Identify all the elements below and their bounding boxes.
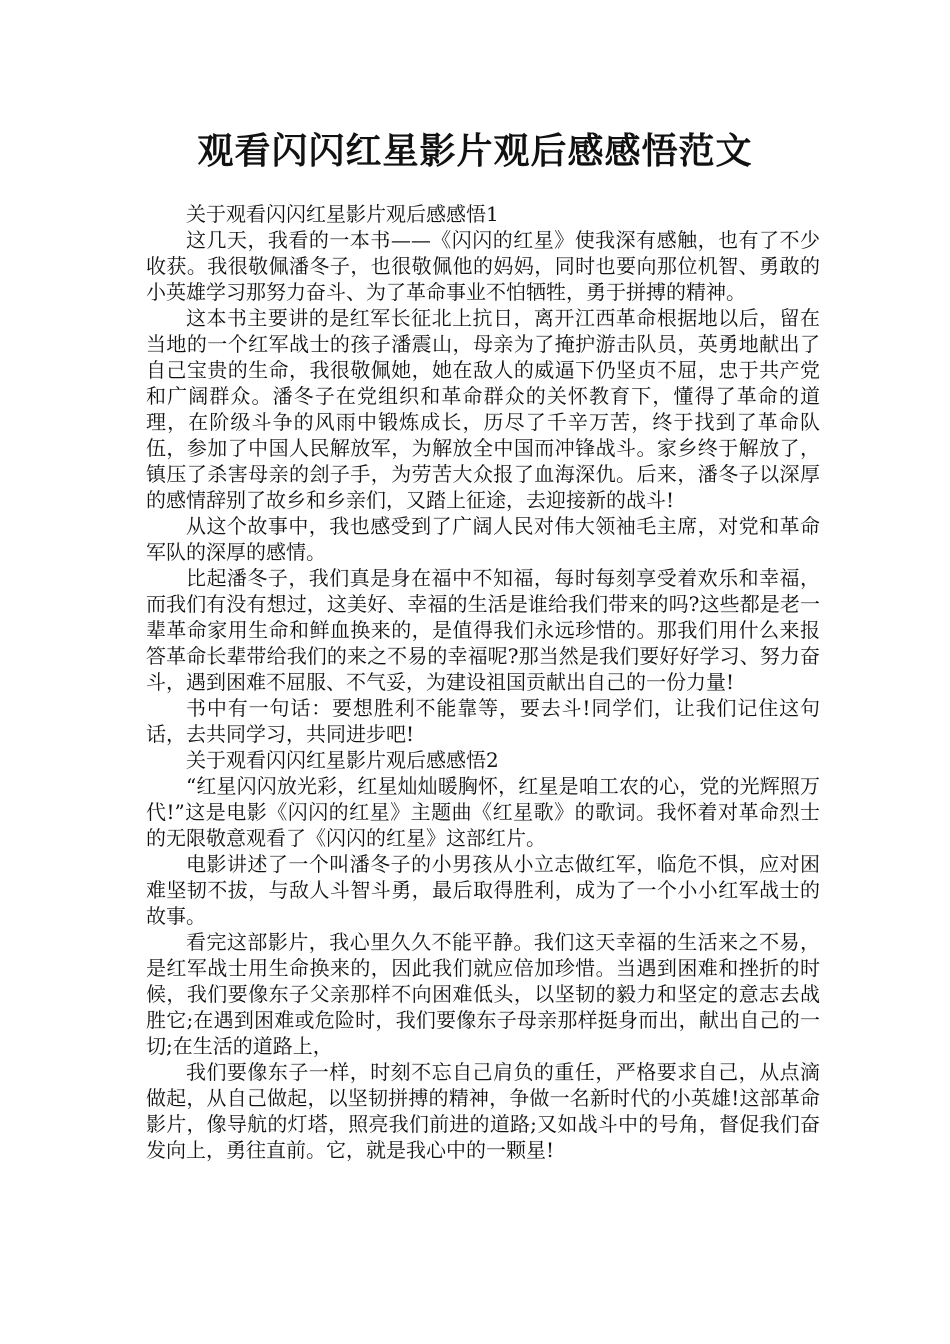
paragraph: 我们要像东子一样，时刻不忘自己肩负的重任，严格要求自己，从点滴做起，从自己做起，以坚韧拼搏的精神，争做一名新时代的小英雄!这部革命影片，像导航的灯塔，照亮我们前进的道路;又如战斗中的号角，督促我们奋发向上，勇往直前。它，就是我心中的一颗星!	[146, 1060, 820, 1162]
section-heading-1: 关于观看闪闪红星影片观后感感悟1	[186, 202, 499, 226]
paragraph: 电影讲述了一个叫潘冬子的小男孩从小立志做红军，临危不惧，应对困难坚韧不拔，与敌人斗智斗勇，最后取得胜利，成为了一个小小红军战士的故事。	[146, 852, 820, 928]
section-heading-2: 关于观看闪闪红星影片观后感感悟2	[186, 748, 499, 772]
paragraph: 比起潘冬子，我们真是身在福中不知福，每时每刻享受着欢乐和幸福，而我们有没有想过，这美好、幸福的生活是谁给我们带来的吗?这些都是老一辈革命家用生命和鲜血换来的，是值得我们永远珍惜的。那我们用什么来报答革命长辈带给我们的来之不易的幸福呢?那当然是我们要好好学习、努力奋斗，遇到困难不屈服、不气妥，为建设祖国贡献出自己的一份力量!	[146, 566, 820, 694]
paragraph: 书中有一句话：要想胜利不能靠等，要去斗!同学们，让我们记住这句话，去共同学习，共同进步吧!	[146, 696, 820, 746]
paragraph: 这几天，我看的一本书——《闪闪的红星》使我深有感触，也有了不少收获。我很敬佩潘冬子，也很敬佩他的妈妈，同时也要向那位机智、勇敢的小英雄学习那努力奋斗、为了革命事业不怕牺牲，勇于拼搏的精神。	[146, 228, 820, 304]
paragraph: 这本书主要讲的是红军长征北上抗日，离开江西革命根据地以后，留在当地的一个红军战士的孩子潘震山，母亲为了掩护游击队员，英勇地献出了自己宝贵的生命，我很敬佩她，她在敌人的威逼下仍坚贞不屈，忠于共产党和广阔群众。潘冬子在党组织和革命群众的关怀教育下，懂得了革命的道理，在阶级斗争的风雨中锻炼成长，历尽了千辛万苦，终于找到了革命队伍，参加了中国人民解放军，为解放全中国而冲锋战斗。家乡终于解放了，镇压了杀害母亲的刽子手，为劳苦大众报了血海深仇。后来，潘冬子以深厚的感情辞别了故乡和乡亲们，又踏上征途，去迎接新的战斗!	[146, 306, 820, 512]
paragraph: 看完这部影片，我心里久久不能平静。我们这天幸福的生活来之不易，是红军战士用生命换来的，因此我们就应倍加珍惜。当遇到困难和挫折的时候，我们要像东子父亲那样不向困难低头，以坚韧的毅力和坚定的意志去战胜它;在遇到困难或危险时，我们要像东子母亲那样挺身而出，献出自己的一切;在生活的道路上，	[146, 930, 820, 1058]
paragraph: “红星闪闪放光彩，红星灿灿暖胸怀，红星是咱工农的心，党的光辉照万代!”这是电影《闪闪的红星》主题曲《红星歌》的歌词。我怀着对革命烈士的无限敬意观看了《闪闪的红星》这部红片。	[146, 774, 820, 850]
document-body	[146, 201, 820, 1163]
document-title: 观看闪闪红星影片观后感感悟范文	[197, 131, 753, 172]
paragraph: 从这个故事中，我也感受到了广阔人民对伟大领袖毛主席，对党和革命军队的深厚的感情。	[146, 514, 820, 564]
